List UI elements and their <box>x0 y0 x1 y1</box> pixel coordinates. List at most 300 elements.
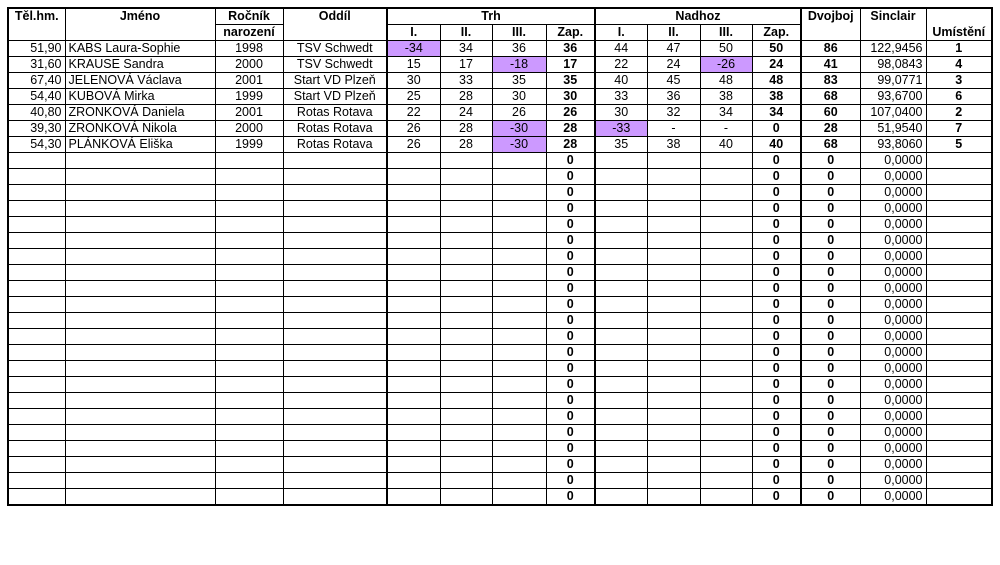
cell-cj-3: -26 <box>700 57 752 73</box>
cell-snatch-3 <box>492 265 546 281</box>
cell-sinclair: 98,0843 <box>860 57 926 73</box>
cell-sinclair: 0,0000 <box>860 441 926 457</box>
cell-snatch-counted: 0 <box>546 169 595 185</box>
header-snatch: Trh <box>387 8 595 25</box>
cell-weight <box>8 201 65 217</box>
cell-year: 2000 <box>215 121 283 137</box>
table-row <box>8 489 992 506</box>
cell-total: 86 <box>801 41 860 57</box>
cell-cj-3 <box>700 441 752 457</box>
table-row <box>8 153 992 169</box>
cell-total: 0 <box>801 425 860 441</box>
cell-snatch-counted: 0 <box>546 489 595 506</box>
cell-snatch-3 <box>492 473 546 489</box>
cell-place <box>926 249 992 265</box>
cell-place: 4 <box>926 57 992 73</box>
cell-cj-3: - <box>700 121 752 137</box>
cell-snatch-3 <box>492 393 546 409</box>
cell-snatch-2 <box>440 425 492 441</box>
cell-total: 0 <box>801 265 860 281</box>
cell-year <box>215 473 283 489</box>
table-row <box>8 89 992 105</box>
table-row <box>8 57 992 73</box>
cell-place <box>926 169 992 185</box>
cell-weight <box>8 153 65 169</box>
cell-cj-1: 35 <box>595 137 647 153</box>
cell-cj-3 <box>700 265 752 281</box>
cell-snatch-counted: 0 <box>546 313 595 329</box>
cell-cj-2 <box>647 185 700 201</box>
cell-cj-3 <box>700 393 752 409</box>
cell-snatch-counted: 0 <box>546 441 595 457</box>
cell-total: 0 <box>801 361 860 377</box>
cell-snatch-counted: 28 <box>546 121 595 137</box>
cell-weight <box>8 457 65 473</box>
cell-snatch-counted: 0 <box>546 201 595 217</box>
cell-cj-1: 30 <box>595 105 647 121</box>
cell-name: JELENOVÁ Václava <box>65 73 215 89</box>
cell-cj-2 <box>647 425 700 441</box>
cell-total: 0 <box>801 329 860 345</box>
cell-cj-counted: 50 <box>752 41 801 57</box>
cell-club <box>283 345 387 361</box>
cell-cj-3: 40 <box>700 137 752 153</box>
cell-year <box>215 265 283 281</box>
cell-snatch-2 <box>440 233 492 249</box>
cell-snatch-3 <box>492 217 546 233</box>
header-year-top: Ročník <box>215 8 283 25</box>
cell-cj-3 <box>700 377 752 393</box>
cell-cj-counted: 24 <box>752 57 801 73</box>
cell-place <box>926 185 992 201</box>
cell-snatch-1: 30 <box>387 73 440 89</box>
cell-snatch-counted: 0 <box>546 249 595 265</box>
cell-club <box>283 313 387 329</box>
cell-cj-2 <box>647 393 700 409</box>
cell-sinclair: 0,0000 <box>860 457 926 473</box>
cell-cj-2 <box>647 281 700 297</box>
cell-year <box>215 361 283 377</box>
table-row <box>8 249 992 265</box>
cell-name <box>65 217 215 233</box>
cell-cj-1 <box>595 361 647 377</box>
cell-place <box>926 441 992 457</box>
cell-year: 2000 <box>215 57 283 73</box>
table-row <box>8 121 992 137</box>
cell-snatch-3 <box>492 313 546 329</box>
cell-total: 83 <box>801 73 860 89</box>
cell-cj-counted: 0 <box>752 169 801 185</box>
cell-place <box>926 233 992 249</box>
cell-sinclair: 93,6700 <box>860 89 926 105</box>
cell-weight <box>8 249 65 265</box>
cell-snatch-3 <box>492 169 546 185</box>
cell-weight: 67,40 <box>8 73 65 89</box>
cell-club <box>283 361 387 377</box>
table-row <box>8 377 992 393</box>
cell-cj-counted: 0 <box>752 425 801 441</box>
cell-club <box>283 457 387 473</box>
cell-name <box>65 473 215 489</box>
cell-cj-1 <box>595 473 647 489</box>
cell-cj-2 <box>647 265 700 281</box>
cell-total: 0 <box>801 345 860 361</box>
cell-snatch-2 <box>440 265 492 281</box>
cell-name <box>65 393 215 409</box>
cell-snatch-1 <box>387 265 440 281</box>
cell-snatch-1: 22 <box>387 105 440 121</box>
cell-cj-counted: 40 <box>752 137 801 153</box>
cell-sinclair: 0,0000 <box>860 473 926 489</box>
cell-name <box>65 377 215 393</box>
cell-weight: 54,40 <box>8 89 65 105</box>
cell-snatch-2: 24 <box>440 105 492 121</box>
cell-cj-1: 40 <box>595 73 647 89</box>
cell-place <box>926 281 992 297</box>
cell-weight <box>8 313 65 329</box>
cell-snatch-counted: 17 <box>546 57 595 73</box>
cell-cj-3: 34 <box>700 105 752 121</box>
cell-cj-2: 32 <box>647 105 700 121</box>
cell-cj-3 <box>700 169 752 185</box>
cell-snatch-counted: 0 <box>546 297 595 313</box>
cell-sinclair: 107,0400 <box>860 105 926 121</box>
cell-cj-2 <box>647 409 700 425</box>
cell-year: 2001 <box>215 73 283 89</box>
cell-snatch-1 <box>387 393 440 409</box>
cell-cj-counted: 0 <box>752 393 801 409</box>
cell-cj-1 <box>595 377 647 393</box>
cell-cj-2 <box>647 169 700 185</box>
cell-snatch-2 <box>440 313 492 329</box>
cell-weight <box>8 489 65 506</box>
table-row <box>8 313 992 329</box>
cell-cj-2: - <box>647 121 700 137</box>
cell-snatch-2 <box>440 297 492 313</box>
cell-cj-1 <box>595 345 647 361</box>
cell-club <box>283 441 387 457</box>
cell-cj-counted: 0 <box>752 185 801 201</box>
cell-snatch-3 <box>492 329 546 345</box>
cell-snatch-counted: 0 <box>546 185 595 201</box>
cell-weight <box>8 361 65 377</box>
cell-snatch-3 <box>492 457 546 473</box>
table-row <box>8 281 992 297</box>
cell-name <box>65 441 215 457</box>
cell-cj-counted: 0 <box>752 473 801 489</box>
cell-cj-counted: 0 <box>752 377 801 393</box>
cell-snatch-3: 26 <box>492 105 546 121</box>
table-row <box>8 345 992 361</box>
cell-club <box>283 281 387 297</box>
cell-cj-1 <box>595 297 647 313</box>
cell-year <box>215 281 283 297</box>
cell-snatch-2 <box>440 217 492 233</box>
cell-snatch-2 <box>440 281 492 297</box>
cell-sinclair: 0,0000 <box>860 409 926 425</box>
cell-total: 0 <box>801 473 860 489</box>
cell-snatch-1 <box>387 281 440 297</box>
cell-cj-1 <box>595 329 647 345</box>
cell-snatch-1 <box>387 473 440 489</box>
table-row <box>8 393 992 409</box>
cell-year <box>215 425 283 441</box>
cell-cj-2 <box>647 201 700 217</box>
cell-total: 68 <box>801 137 860 153</box>
cell-place: 1 <box>926 41 992 57</box>
cell-snatch-counted: 35 <box>546 73 595 89</box>
cell-place: 6 <box>926 89 992 105</box>
cell-year: 1999 <box>215 89 283 105</box>
cell-snatch-2 <box>440 169 492 185</box>
cell-snatch-2 <box>440 345 492 361</box>
cell-cj-3 <box>700 345 752 361</box>
cell-sinclair: 0,0000 <box>860 201 926 217</box>
header-cj-1: I. <box>595 25 647 41</box>
cell-weight <box>8 169 65 185</box>
cell-snatch-2 <box>440 473 492 489</box>
cell-cj-counted: 0 <box>752 457 801 473</box>
cell-snatch-2 <box>440 201 492 217</box>
cell-name: PLÁNKOVÁ Eliška <box>65 137 215 153</box>
cell-snatch-1 <box>387 425 440 441</box>
header-year-bottom: narození <box>215 25 283 41</box>
cell-cj-3: 48 <box>700 73 752 89</box>
cell-snatch-3 <box>492 185 546 201</box>
cell-name <box>65 489 215 506</box>
cell-name <box>65 249 215 265</box>
cell-cj-1 <box>595 425 647 441</box>
cell-cj-2 <box>647 361 700 377</box>
cell-snatch-3 <box>492 201 546 217</box>
cell-weight <box>8 233 65 249</box>
cell-place <box>926 409 992 425</box>
cell-total: 60 <box>801 105 860 121</box>
cell-cj-3: 50 <box>700 41 752 57</box>
cell-place <box>926 265 992 281</box>
cell-year <box>215 457 283 473</box>
cell-cj-1 <box>595 409 647 425</box>
cell-club <box>283 409 387 425</box>
cell-year <box>215 249 283 265</box>
cell-club <box>283 297 387 313</box>
table-row <box>8 473 992 489</box>
cell-snatch-1 <box>387 297 440 313</box>
cell-snatch-2: 33 <box>440 73 492 89</box>
cell-total: 0 <box>801 217 860 233</box>
cell-cj-2: 36 <box>647 89 700 105</box>
cell-place <box>926 393 992 409</box>
cell-name <box>65 233 215 249</box>
cell-snatch-2 <box>440 153 492 169</box>
cell-total: 0 <box>801 233 860 249</box>
cell-year <box>215 329 283 345</box>
cell-club <box>283 249 387 265</box>
cell-cj-1 <box>595 441 647 457</box>
cell-cj-counted: 0 <box>752 281 801 297</box>
cell-total: 0 <box>801 393 860 409</box>
cell-cj-counted: 0 <box>752 265 801 281</box>
cell-place <box>926 457 992 473</box>
cell-sinclair: 0,0000 <box>860 393 926 409</box>
table-row <box>8 137 992 153</box>
table-row <box>8 41 992 57</box>
cell-weight <box>8 281 65 297</box>
cell-snatch-counted: 0 <box>546 457 595 473</box>
cell-cj-1 <box>595 313 647 329</box>
cell-snatch-1: 26 <box>387 121 440 137</box>
results-table <box>7 7 993 506</box>
cell-weight: 51,90 <box>8 41 65 57</box>
cell-snatch-2 <box>440 489 492 506</box>
cell-snatch-3: 36 <box>492 41 546 57</box>
cell-snatch-1 <box>387 217 440 233</box>
cell-snatch-2 <box>440 361 492 377</box>
cell-snatch-counted: 26 <box>546 105 595 121</box>
cell-cj-counted: 34 <box>752 105 801 121</box>
cell-snatch-3 <box>492 377 546 393</box>
cell-year <box>215 297 283 313</box>
cell-cj-1 <box>595 169 647 185</box>
cell-snatch-1 <box>387 201 440 217</box>
cell-snatch-counted: 36 <box>546 41 595 57</box>
table-row <box>8 409 992 425</box>
header-total: Dvojboj <box>801 8 860 41</box>
cell-snatch-counted: 0 <box>546 265 595 281</box>
cell-place <box>926 313 992 329</box>
header-cj-2: II. <box>647 25 700 41</box>
cell-club <box>283 489 387 506</box>
cell-cj-3 <box>700 185 752 201</box>
cell-name <box>65 425 215 441</box>
cell-place <box>926 361 992 377</box>
cell-cj-2 <box>647 233 700 249</box>
cell-snatch-1 <box>387 313 440 329</box>
cell-total: 0 <box>801 153 860 169</box>
cell-weight <box>8 345 65 361</box>
cell-cj-2: 45 <box>647 73 700 89</box>
cell-cj-2 <box>647 297 700 313</box>
cell-cj-1 <box>595 249 647 265</box>
cell-cj-counted: 38 <box>752 89 801 105</box>
cell-snatch-1 <box>387 361 440 377</box>
cell-cj-3: 38 <box>700 89 752 105</box>
cell-snatch-3 <box>492 297 546 313</box>
cell-place <box>926 217 992 233</box>
cell-club <box>283 233 387 249</box>
cell-sinclair: 0,0000 <box>860 329 926 345</box>
header-cj-counted: Zap. <box>752 25 801 41</box>
cell-weight <box>8 217 65 233</box>
cell-weight <box>8 425 65 441</box>
cell-snatch-2: 28 <box>440 137 492 153</box>
cell-total: 0 <box>801 441 860 457</box>
cell-cj-counted: 0 <box>752 153 801 169</box>
cell-weight <box>8 297 65 313</box>
cell-snatch-2 <box>440 393 492 409</box>
cell-year <box>215 377 283 393</box>
cell-total: 68 <box>801 89 860 105</box>
cell-snatch-1: 15 <box>387 57 440 73</box>
cell-sinclair: 0,0000 <box>860 249 926 265</box>
cell-club <box>283 377 387 393</box>
cell-snatch-3: 30 <box>492 89 546 105</box>
cell-club <box>283 473 387 489</box>
cell-sinclair: 99,0771 <box>860 73 926 89</box>
cell-snatch-1 <box>387 153 440 169</box>
cell-cj-1 <box>595 393 647 409</box>
cell-name <box>65 313 215 329</box>
cell-place: 3 <box>926 73 992 89</box>
cell-cj-counted: 0 <box>752 489 801 506</box>
cell-cj-1: 44 <box>595 41 647 57</box>
cell-place <box>926 425 992 441</box>
cell-cj-2 <box>647 249 700 265</box>
cell-snatch-2 <box>440 249 492 265</box>
table-row <box>8 73 992 89</box>
cell-name: KUBOVÁ Mirka <box>65 89 215 105</box>
cell-club <box>283 393 387 409</box>
cell-total: 0 <box>801 489 860 506</box>
header-name: Jméno <box>65 8 215 41</box>
cell-cj-3 <box>700 201 752 217</box>
cell-snatch-counted: 0 <box>546 329 595 345</box>
cell-cj-3 <box>700 297 752 313</box>
cell-place <box>926 329 992 345</box>
cell-cj-counted: 0 <box>752 345 801 361</box>
cell-name <box>65 329 215 345</box>
cell-snatch-2 <box>440 441 492 457</box>
cell-club <box>283 217 387 233</box>
cell-weight: 54,30 <box>8 137 65 153</box>
cell-place: 5 <box>926 137 992 153</box>
cell-name <box>65 409 215 425</box>
cell-snatch-3 <box>492 281 546 297</box>
cell-total: 0 <box>801 457 860 473</box>
cell-sinclair: 51,9540 <box>860 121 926 137</box>
cell-name: ZRONKOVÁ Nikola <box>65 121 215 137</box>
cell-place <box>926 489 992 506</box>
cell-sinclair: 0,0000 <box>860 169 926 185</box>
cell-club <box>283 153 387 169</box>
cell-snatch-1 <box>387 441 440 457</box>
cell-sinclair: 0,0000 <box>860 361 926 377</box>
cell-snatch-counted: 0 <box>546 153 595 169</box>
cell-cj-2: 24 <box>647 57 700 73</box>
cell-name: KRAUSE Sandra <box>65 57 215 73</box>
table-row <box>8 425 992 441</box>
cell-cj-counted: 0 <box>752 409 801 425</box>
cell-name: ZRONKOVÁ Daniela <box>65 105 215 121</box>
cell-cj-counted: 0 <box>752 201 801 217</box>
cell-snatch-counted: 0 <box>546 345 595 361</box>
cell-snatch-1 <box>387 409 440 425</box>
cell-cj-2: 47 <box>647 41 700 57</box>
cell-total: 0 <box>801 201 860 217</box>
cell-cj-1 <box>595 185 647 201</box>
cell-cj-3 <box>700 281 752 297</box>
cell-cj-3 <box>700 457 752 473</box>
cell-sinclair: 0,0000 <box>860 313 926 329</box>
cell-total: 0 <box>801 249 860 265</box>
cell-club: Rotas Rotava <box>283 121 387 137</box>
cell-snatch-1 <box>387 169 440 185</box>
table-row <box>8 201 992 217</box>
cell-snatch-3 <box>492 249 546 265</box>
cell-sinclair: 0,0000 <box>860 185 926 201</box>
cell-weight <box>8 441 65 457</box>
cell-cj-3 <box>700 329 752 345</box>
